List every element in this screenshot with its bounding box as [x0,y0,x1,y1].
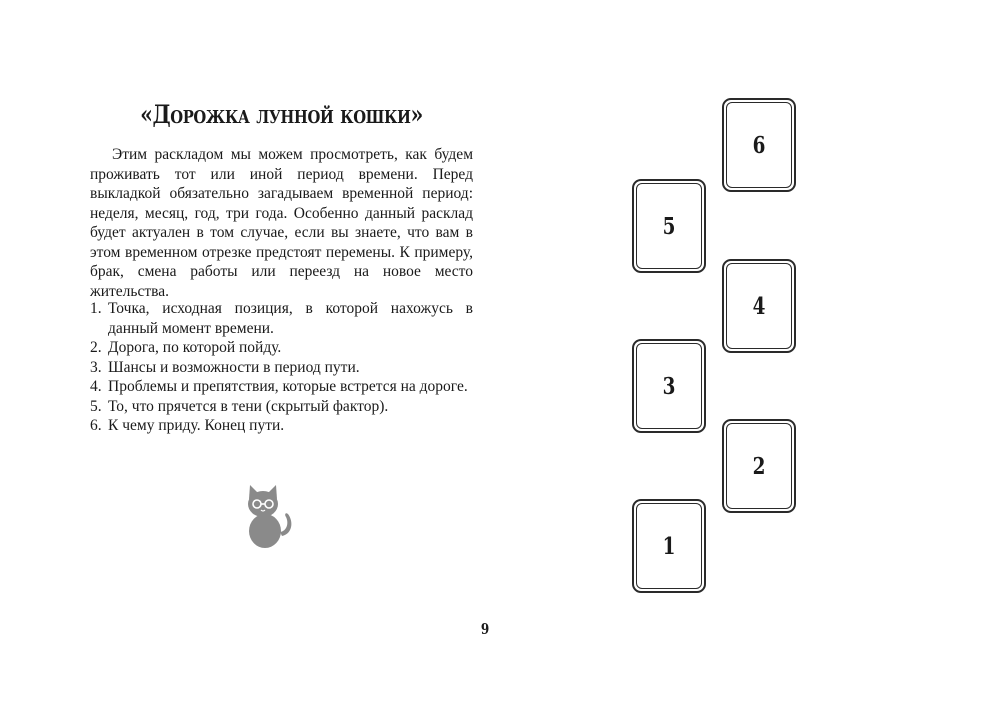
step-text: Точка, исходная позиция, в которой нахожусь в данный момент времени. [108,300,473,337]
card-number: 3 [662,372,676,400]
list-item [90,338,473,358]
step-text: Дорога, по которой пойду. [108,339,282,356]
list-item [90,358,473,378]
step-number: 4. [90,378,102,395]
card-number: 5 [662,212,676,240]
intro-paragraph: Этим раскладом мы можем просмотреть, как будем проживать тот или иной период времени. Перед выкладкой обязательно загадываем временной период: неделя, месяц, год, три года. Особенно данный расклад будет актуален в том случае, если вы знаете, что вам в этом временном отрезке предстоят перемены. К примеру, брак, смена работы или переезд на новое место жительства. [90,146,473,300]
step-text: То, что прячется в тени (скрытый фактор). [108,397,389,415]
card-4 [722,259,796,353]
step-number: 5. [90,397,102,415]
page-title: «Дорожка лунной кошки» [140,100,423,129]
cat-icon [242,484,296,550]
list-item [90,377,473,397]
card-2 [722,419,796,513]
step-number: 6. [90,417,102,434]
card-number: 2 [752,452,766,480]
step-number: 2. [90,339,102,356]
card-5 [632,179,706,273]
card-1 [632,499,706,593]
step-number: 3. [90,358,102,376]
card-number: 4 [752,292,766,320]
list-item [90,416,473,436]
card-number: 6 [752,131,766,159]
list-item [90,397,473,417]
steps-list [90,299,473,436]
page-number: 9 [480,620,490,638]
card-6 [722,98,796,192]
step-text: К чему приду. Конец пути. [108,417,285,434]
card-3 [632,339,706,433]
step-number: 1. [90,300,102,317]
list-item [90,299,473,338]
step-text: Шансы и возможности в период пути. [108,358,360,376]
card-number: 1 [662,532,676,560]
step-text: Проблемы и препятствия, которые встрется на дороге. [108,378,468,395]
